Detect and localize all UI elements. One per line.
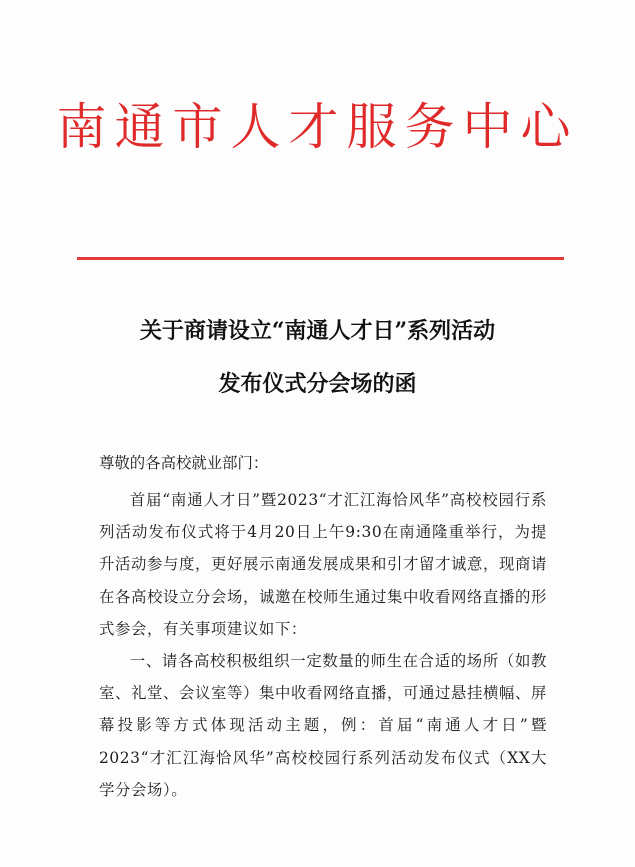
body-paragraph-2: 一、请各高校积极组织一定数量的师生在合适的场所（如教室、礼堂、会议室等）集中收看网络直播，可通过悬挂横幅、屏幕投影等方式体现活动主题，例：首届“南通人才日”暨2023“才汇江海恰风华”高校校园行系列活动发布仪式（XX大学分会场）。 <box>99 652 547 799</box>
document-title-line-1: 关于商请设立“南通人才日”系列活动 <box>139 318 496 344</box>
organization-header: 南通市人才服务中心 <box>56 98 579 156</box>
body-paragraph-1: 首届“南通人才日”暨2023“才汇江海恰风华”高校校园行系列活动发布仪式将于4月20日上午9:30在南通隆重举行，为提升活动参与度，更好展示南通发展成果和引才留才诚意，现商请在各高校设立分会场，诚邀在校师生通过集中收看网络直播的形式参会，有关事项建议如下： <box>99 491 547 638</box>
document-title-line-2: 发布仪式分会场的函 <box>218 371 417 397</box>
salutation: 尊敬的各高校就业部门： <box>99 454 269 472</box>
red-divider-rule <box>77 257 564 260</box>
